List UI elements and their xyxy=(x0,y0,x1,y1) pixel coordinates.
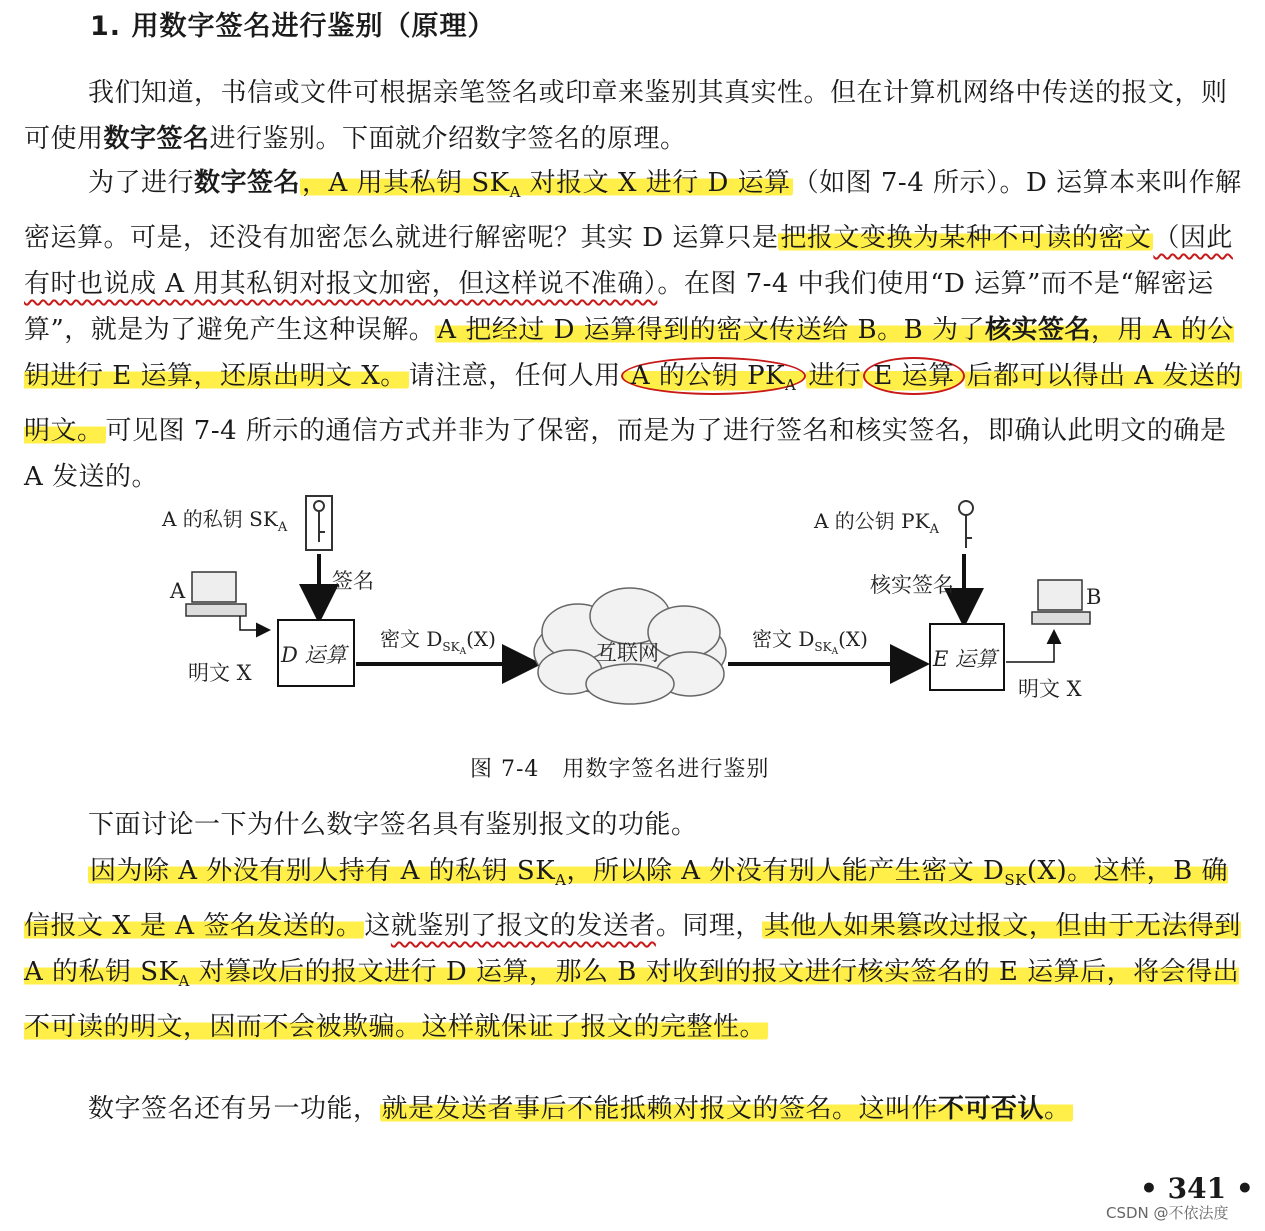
paragraph-intro xyxy=(24,70,1252,162)
intro-text-a: 我们知道，书信或文件可根据亲笔签名或印章来鉴别其真实性。但在计算机网络中传送的报文，则可使用 xyxy=(24,78,1228,154)
underline-sender: 就鉴别了报文的发送者 xyxy=(390,911,656,942)
plaintext-left-label: 明文 X xyxy=(188,661,252,685)
highlight-non-repudiation: 就是发送者事后不能抵赖对报文的签名。这叫作不可否认。 xyxy=(381,1094,1071,1124)
page-number: • 341 • xyxy=(1140,1172,1254,1205)
node-a-label: A xyxy=(170,579,186,603)
highlight-plaintext: 后都可以得出 A 发送的明文。 xyxy=(24,361,1242,447)
private-key-label: A 的私钥 $SK_A$ xyxy=(162,507,288,535)
principle-text-e: 进行 xyxy=(808,361,862,392)
sign-label: 签名 xyxy=(332,569,374,593)
cipher-right-label: 密文 $D_{SK}A(X)$ xyxy=(752,627,868,657)
auth-text-b: 。同理， xyxy=(655,911,762,942)
cipher-left-label: 密文 $D_{SK}A(X)$ xyxy=(380,627,496,657)
public-key-icon xyxy=(959,501,973,548)
computer-a-icon xyxy=(186,572,246,616)
paragraph-non-repudiation xyxy=(24,1086,1252,1132)
figure-7-4 xyxy=(150,492,1110,792)
paragraph-discussion xyxy=(24,802,1252,848)
plaintext-right-label: 明文 X xyxy=(1018,677,1082,701)
principle-text-f: 可见图 7-4 所示的通信方式并非为了保密，而是为了进行签名和核实签名，即确认此明文的确是 A 发送的。 xyxy=(24,416,1227,493)
figure-caption: 图 7-4 用数字签名进行鉴别 xyxy=(470,757,770,782)
highlight-sign-step: ，A 用其私钥 $SK_A$ 对报文 X 进行 D 运算 xyxy=(302,168,791,202)
computer-b-icon xyxy=(1032,580,1090,624)
paragraph-authentication xyxy=(24,848,1252,1050)
e-operation-label: E 运算 xyxy=(933,647,998,671)
section-heading: 1. 用数字签名进行鉴别（原理） xyxy=(90,11,496,42)
underline-note: （因此有时也说成 A 用其私钥对报文加密，但这样说不准确） xyxy=(24,223,1233,300)
internet-label: 互联网 xyxy=(596,641,659,665)
public-key-label: A 的公钥 $PK_A$ xyxy=(814,509,939,537)
highlight-private-key: 因为除 A 外没有别人持有 A 的私钥 $SK_A$，所以除 A 外没有别人能产生密文 $D_{SK}(X)$。这样，B 确信报文 X 是 A 签名发送的。 xyxy=(24,856,1229,942)
highlight-ciphertext: 把报文变换为某种不可读的密文 xyxy=(780,223,1152,254)
private-key-icon xyxy=(306,496,332,550)
csdn-watermark: CSDN @不依法度 xyxy=(1106,1204,1229,1222)
node-b-label: B xyxy=(1086,585,1102,609)
d-operation-label: D 运算 xyxy=(281,643,347,667)
intro-text-b: 进行鉴别。下面就介绍数字签名的原理。 xyxy=(209,124,687,154)
auth-text-a: 这 xyxy=(364,911,391,942)
verify-label: 核实签名 xyxy=(870,573,954,597)
principle-text-a: 为了进行 xyxy=(88,168,195,198)
principle-text-d: 请注意，任何人用 xyxy=(408,361,621,392)
principle-text-c: 。在图 7-4 中我们使用“D 运算”而不是“解密运算”，就是为了避免产生这种误解。 xyxy=(24,269,1214,346)
discussion-text: 下面讨论一下为什么数字签名具有鉴别报文的功能。 xyxy=(88,810,698,840)
circled-e-operation: E 运算 xyxy=(863,357,964,395)
principle-text-b: （如图 7-4 所示）。D 运算本来叫作解密运算。可是，还没有加密怎么就进行解密呢？其实 D 运算只是 xyxy=(24,168,1242,254)
principle-bold-term: 数字签名 xyxy=(194,168,301,198)
intro-bold-term: 数字签名 xyxy=(103,124,210,154)
nonrep-text-a: 数字签名还有另一功能， xyxy=(88,1094,380,1124)
paragraph-principle xyxy=(24,160,1252,500)
signature-diagram xyxy=(150,492,1110,752)
highlight-integrity: 其他人如果篡改过报文，但由于无法得到 A 的私钥 $SK_A$ 对篡改后的报文进行 D 运算，那么 B 对收到的报文进行核实签名的 E 运算后，将会得出不可读的明文，因而不会被欺骗。这样就保证了报文的完整性。 xyxy=(24,911,1241,1043)
circled-public-key: A 的公钥 $PK_A$ xyxy=(621,357,807,395)
highlight-verify-step: A 把经过 D 运算得到的密文传送给 B。B 为了核实签名，用 A 的公钥进行 E 运算，还原出明文 X。 xyxy=(24,315,1234,392)
